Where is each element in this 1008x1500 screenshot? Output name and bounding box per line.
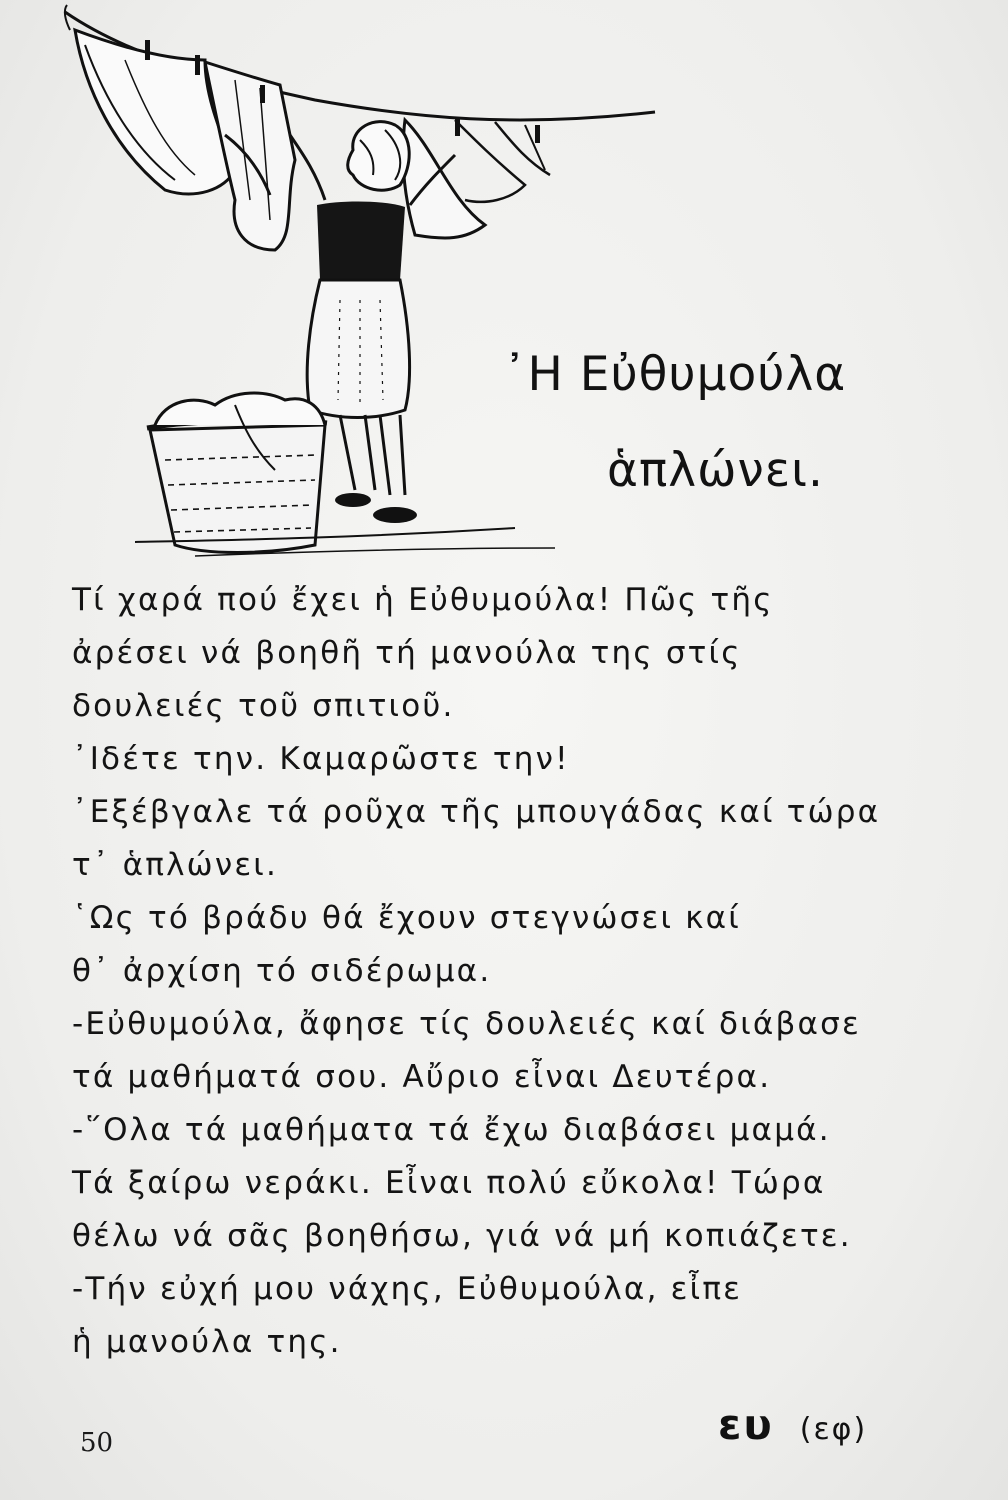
text-line: ῾Ως τό βράδυ θά ἔχουν στεγνώσει καί (72, 900, 741, 936)
title-line-2: ἁπλώνει. (607, 443, 824, 498)
story-text (72, 574, 952, 1369)
lesson-letter-mark (718, 1400, 867, 1449)
text-line: Τί χαρά πού ἔχει ἡ Εὐθυμούλα! Πῶς τῆς (72, 582, 774, 618)
text-line: -Εὐθυμούλα, ἄφησε τίς δουλειές καί διάβασε (72, 1006, 861, 1042)
girl-hanging-laundry-icon (55, 0, 665, 570)
text-line: θ᾿ ἀρχίση τό σιδέρωμα. (72, 953, 492, 989)
text-line: θέλω νά σᾶς βοηθήσω, γιά νά μή κοπιάζετε. (72, 1218, 852, 1254)
title-line-1: ᾿Η Εὐθυμούλα (503, 347, 847, 402)
text-line: δουλειές τοῦ σπιτιοῦ. (72, 688, 455, 724)
text-line: τ᾿ ἁπλώνει. (72, 847, 279, 883)
text-line: ἀρέσει νά βοηθῆ τή μανούλα της στίς (72, 635, 742, 671)
digraph-label: ευ (718, 1400, 774, 1449)
text-line: ᾿Εξέβγαλε τά ροῦχα τῆς μπουγάδας καί τώρα (72, 794, 881, 830)
text-line: Τά ξαίρω νεράκι. Εἶναι πολύ εὔκολα! Τώρα (72, 1165, 826, 1201)
pronunciation-label: (εφ) (799, 1412, 868, 1447)
text-line: τά μαθήματά σου. Αὔριο εἶναι Δευτέρα. (72, 1059, 772, 1095)
text-line: ᾿Ιδέτε την. Καμαρῶστε την! (72, 741, 570, 777)
text-line: -Τήν εὐχή μου νάχης, Εὐθυμούλα, εἶπε (72, 1271, 743, 1307)
text-line: -῞Ολα τά μαθήματα τά ἔχω διαβάσει μαμά. (72, 1112, 831, 1148)
text-line: ἡ μανούλα της. (72, 1324, 342, 1360)
page-number: 50 (80, 1428, 114, 1458)
